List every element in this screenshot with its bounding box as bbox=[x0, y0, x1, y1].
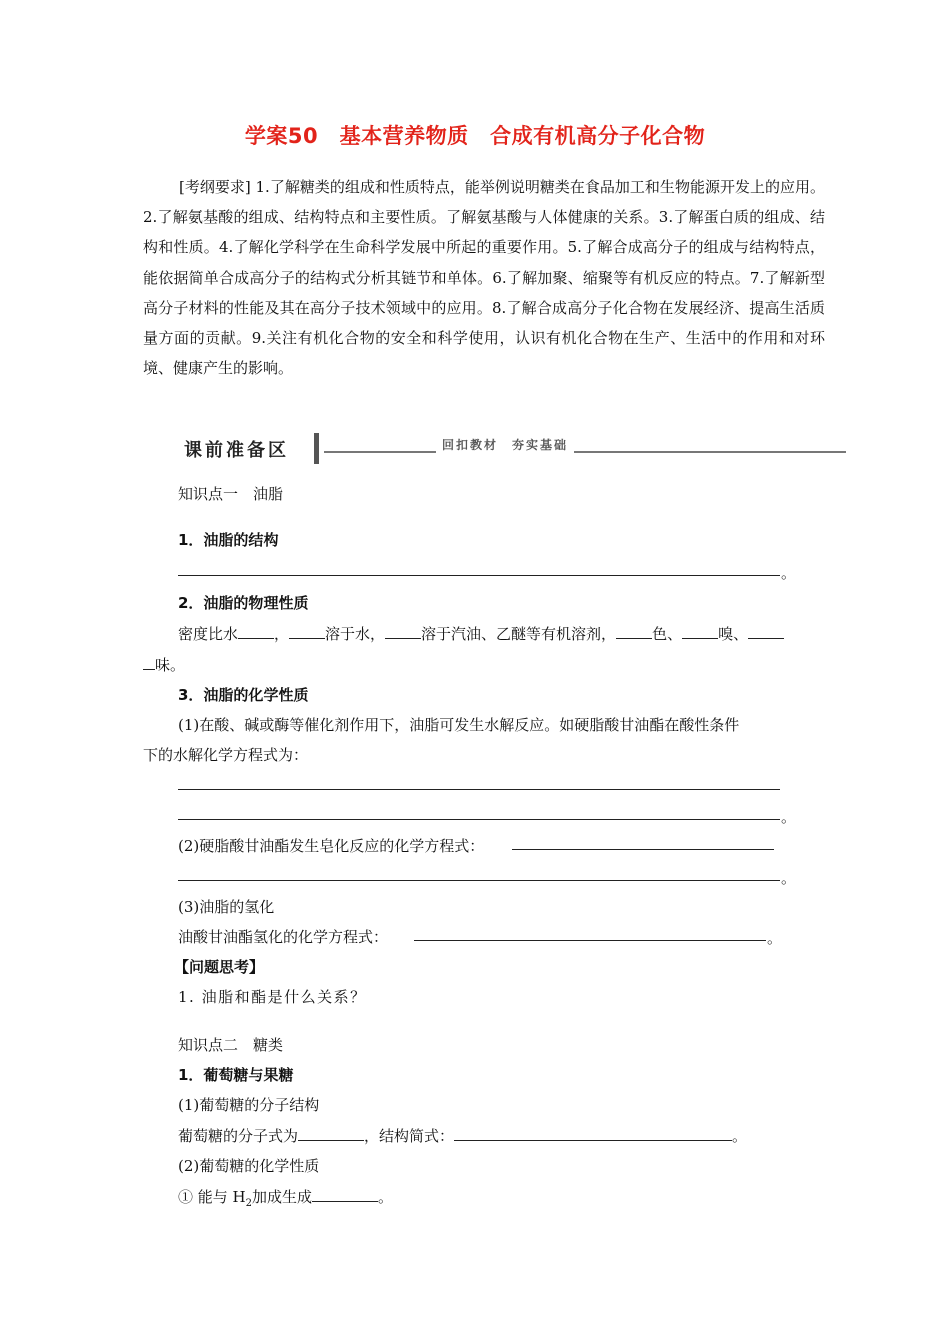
text-smell: 嗅、 bbox=[718, 625, 749, 643]
section-header-label: 课前准备区 bbox=[184, 440, 289, 461]
section-header-bar bbox=[314, 433, 319, 464]
section-header bbox=[178, 433, 320, 463]
answer-line bbox=[512, 849, 774, 850]
knowledge-point-1-heading: 知识点一 油脂 bbox=[178, 485, 284, 503]
text-comma: ， bbox=[274, 625, 290, 643]
physical-properties-line bbox=[178, 622, 784, 644]
oil-chemical-heading: 3．油脂的化学性质 bbox=[178, 686, 309, 704]
text-taste: 味。 bbox=[155, 656, 186, 674]
oil-structure-heading: 1．油脂的结构 bbox=[178, 531, 279, 549]
syllabus-requirements bbox=[143, 172, 825, 383]
oil-physical-heading: 2．油脂的物理性质 bbox=[178, 594, 309, 612]
text-h2-sub: 2 bbox=[245, 1198, 252, 1209]
text-structural-formula: ，结构简式： bbox=[364, 1127, 455, 1145]
blank-field[interactable] bbox=[143, 653, 155, 670]
knowledge-point-2-heading: 知识点二 糖类 bbox=[178, 1036, 284, 1054]
text-density: 密度比水 bbox=[178, 625, 239, 643]
blank-field[interactable] bbox=[298, 1124, 364, 1141]
period: 。 bbox=[378, 1188, 394, 1206]
text-h2-a: ① 能与 H bbox=[178, 1188, 246, 1206]
blank-field[interactable] bbox=[454, 1124, 732, 1141]
page-title: 学案50 基本营养物质 合成有机高分子化合物 bbox=[244, 124, 706, 148]
period: 。 bbox=[732, 1127, 748, 1145]
saponification-text: (2)硬脂酸甘油酯发生皂化反应的化学方程式： bbox=[178, 837, 485, 855]
answer-line bbox=[178, 575, 780, 576]
question-1: 1. 油脂和酯是什么关系？ bbox=[178, 988, 367, 1006]
hydrogenation-text: 油酸甘油酯氢化的化学方程式： bbox=[178, 928, 389, 946]
section-header-rule bbox=[324, 451, 846, 453]
period: 。 bbox=[767, 929, 783, 947]
period: 。 bbox=[781, 808, 797, 826]
hydrolysis-text-2: 下的水解化学方程式为： bbox=[143, 746, 309, 764]
glucose-chemical-heading: (2)葡萄糖的化学性质 bbox=[178, 1157, 320, 1175]
requirements-text: 1.了解糖类的组成和性质特点，能举例说明糖类在食品加工和生物能源开发上的应用。2.了解氨基酸的组成、结构特点和主要性质。了解氨基酸与人体健康的关系。3.了解蛋白质的组成、结构和性质。4.了解化学科学在生命科学发展中所起的重要作用。5.了解合成高分子的组成与结构特点，能依据简单合成高分子的结构式分析其链节和单体。6.了解加聚、缩聚等有机反应的特点。7.了解新型高分子材料的性能及其在高分子技术领域中的应用。8.了解合成高分子化合物在发展经济、提高生活质量方面的贡献。9.关注有机化合物的安全和科学使用，认识有机化合物在生产、生活中的作用和对环境、健康产生的影响。 bbox=[143, 178, 825, 378]
blank-field[interactable] bbox=[385, 622, 421, 639]
period: 。 bbox=[781, 564, 797, 582]
text-molecular-formula: 葡萄糖的分子式为 bbox=[178, 1127, 299, 1145]
blank-field[interactable] bbox=[682, 622, 718, 639]
blank-field[interactable] bbox=[616, 622, 652, 639]
text-water: 溶于水， bbox=[325, 625, 386, 643]
glucose-structure-heading: (1)葡萄糖的分子结构 bbox=[178, 1096, 320, 1114]
glucose-fructose-heading: 1．葡萄糖与果糖 bbox=[178, 1066, 294, 1084]
hydrolysis-text-1: (1)在酸、碱或酶等催化剂作用下，油脂可发生水解反应。如硬脂酸甘油酯在酸性条件 bbox=[178, 716, 740, 734]
glucose-formula-line bbox=[178, 1124, 747, 1146]
answer-line bbox=[178, 819, 780, 820]
answer-line bbox=[178, 880, 780, 881]
answer-line bbox=[178, 789, 780, 790]
blank-field[interactable] bbox=[748, 622, 784, 639]
blank-field[interactable] bbox=[238, 622, 274, 639]
text-solvent: 溶于汽油、乙醚等有机溶剂， bbox=[421, 625, 617, 643]
hydrogenation-heading: (3)油脂的氢化 bbox=[178, 898, 275, 916]
answer-line bbox=[414, 940, 766, 941]
question-label: 【问题思考】 bbox=[174, 958, 265, 976]
physical-properties-line-2 bbox=[143, 653, 185, 675]
period: 。 bbox=[781, 869, 797, 887]
requirements-label: [考纲要求] bbox=[179, 178, 251, 196]
text-color: 色、 bbox=[652, 625, 683, 643]
glucose-hydrogenation-line bbox=[178, 1185, 393, 1209]
blank-field[interactable] bbox=[312, 1185, 378, 1202]
blank-field[interactable] bbox=[289, 622, 325, 639]
section-header-subtitle: 回扣教材 夯实基础 bbox=[436, 436, 574, 453]
text-h2-b: 加成生成 bbox=[252, 1188, 313, 1206]
